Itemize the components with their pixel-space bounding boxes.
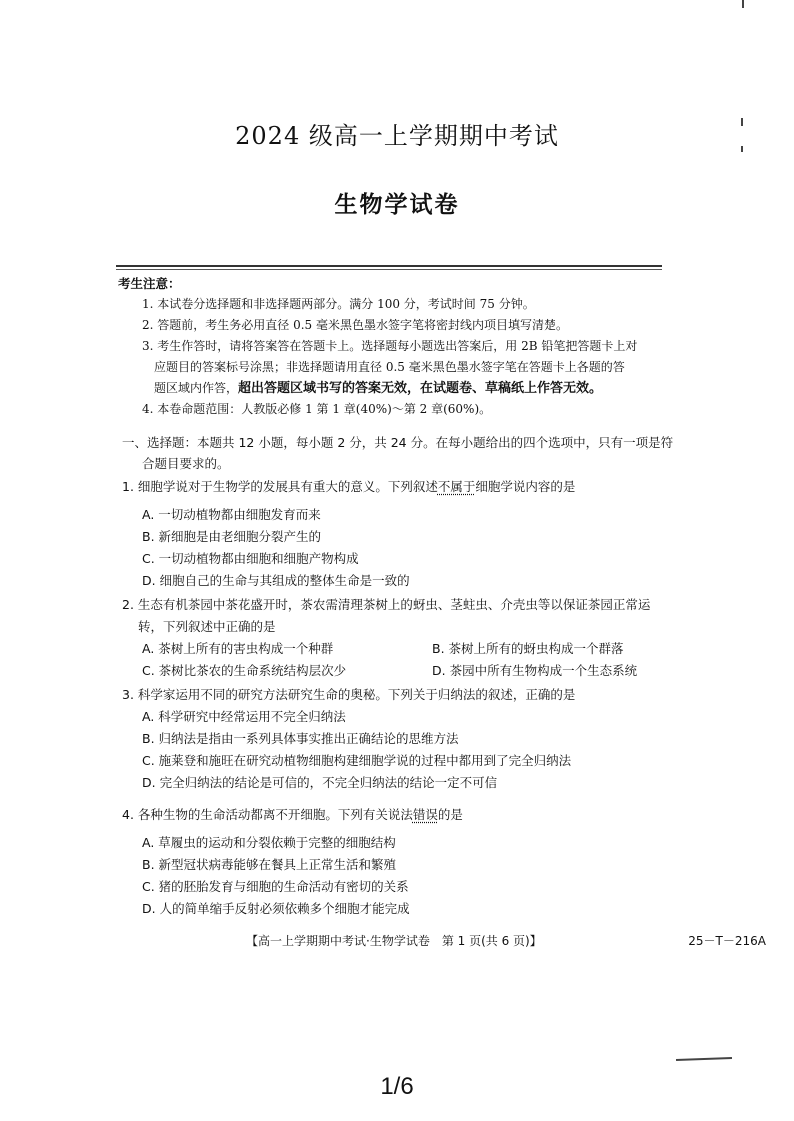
question-4-option-a: A. 草履虫的运动和分裂依赖于完整的细胞结构: [142, 835, 396, 850]
section-heading: [122, 432, 682, 474]
question-1-option-c: C. 一切动植物都由细胞和细胞产物构成: [142, 551, 359, 566]
notice-item-4: 4. 本卷命题范围：人教版必修 1 第 1 章(40%)～第 2 章(60%)。: [142, 402, 492, 416]
question-1: [122, 476, 702, 592]
notice-item-3: 3. 考生作答时，请将答案答在答题卡上。选择题每小题选出答案后，用 2B 铅笔把答题卡上对: [142, 339, 638, 353]
notice-item-3-cont: 应题目的答案标号涂黑；非选择题请用直径 0.5 毫米黑色墨水签字笔在答题卡上各题的答: [154, 360, 625, 374]
notice-item-3-emphasis: 超出答题区域书写的答案无效，在试题卷、草稿纸上作答无效。: [238, 381, 603, 396]
question-3-option-a: A. 科学研究中经常运用不完全归纳法: [142, 709, 346, 724]
notice-item-1: 1. 本试卷分选择题和非选择题两部分。满分 100 分，考试时间 75 分钟。: [142, 297, 535, 311]
section-heading-line-1: 一、选择题：本题共 12 小题，每小题 2 分，共 24 分。在每小题给出的四个选项中，只有一项是符: [122, 435, 674, 450]
question-3-option-b: B. 归纳法是指由一系列具体事实推出正确结论的思维方法: [142, 731, 459, 746]
question-4-stem-a: 4. 各种生物的生命活动都离不开细胞。下列有关说法: [122, 807, 413, 822]
notice-top-rule: [116, 265, 662, 267]
question-1-option-a: A. 一切动植物都由细胞发育而来: [142, 507, 321, 522]
question-3-stem: 3. 科学家运用不同的研究方法研究生命的奥秘。下列关于归纳法的叙述，正确的是: [122, 687, 576, 702]
footer-label: 【高一上学期期中考试·生物学试卷 第 1 页(共 6 页)】: [246, 934, 542, 948]
candidate-notice: [118, 273, 678, 420]
section-heading-line-2: 合题目要求的。: [142, 456, 230, 471]
page-footer: [246, 932, 766, 949]
notice-heading: 考生注意：: [118, 276, 181, 291]
question-4-option-b: B. 新型冠状病毒能够在餐具上正常生活和繁殖: [142, 857, 397, 872]
notice-item-3-cont-2: [118, 378, 678, 399]
question-2-option-b: B. 茶树上所有的蚜虫构成一个群落: [432, 641, 624, 656]
notice-top-rule-thin: [116, 269, 662, 270]
footer-code: 25－T－216A: [688, 934, 766, 948]
scan-mark-side-1: [741, 118, 743, 126]
question-2-option-d: D. 茶园中所有生物构成一个生态系统: [432, 663, 638, 678]
scan-mark-side-2: [741, 146, 743, 152]
question-4-stem: [122, 804, 702, 826]
scan-mark-top: [742, 0, 744, 8]
question-1-stem-a: 1. 细胞学说对于生物学的发展具有重大的意义。下列叙述: [122, 479, 438, 494]
question-4-option-c: C. 猪的胚胎发育与细胞的生命活动有密切的关系: [142, 879, 409, 894]
question-2-stem: 2. 生态有机茶园中茶花盛开时，茶农需清理茶树上的蚜虫、茎蛀虫、介壳虫等以保证茶园正常运: [122, 597, 651, 612]
question-1-option-d: D. 细胞自己的生命与其组成的整体生命是一致的: [142, 573, 410, 588]
question-3-option-d: D. 完全归纳法的结论是可信的，不完全归纳法的结论一定不可信: [142, 775, 498, 790]
question-4-stem-b: 的是: [437, 807, 463, 822]
question-1-option-b: B. 新细胞是由老细胞分裂产生的: [142, 529, 322, 544]
scan-mark-line: [676, 1057, 732, 1061]
exam-subtitle: 生物学试卷: [334, 192, 460, 218]
notice-item-3-tail: 题区域内作答，: [154, 381, 239, 395]
page-indicator: 1/6: [380, 1073, 414, 1100]
question-2-options-row-2: [122, 660, 702, 682]
question-2-option-c: C. 茶树比茶农的生命系统结构层次少: [142, 663, 347, 678]
question-2-stem-cont: 转，下列叙述中正确的是: [138, 619, 276, 634]
question-4: [122, 804, 702, 920]
question-3: [122, 684, 702, 794]
question-4-stem-emphasis: 错误: [412, 807, 438, 822]
question-1-stem-b: 细胞学说内容的是: [475, 479, 576, 494]
question-3-option-c: C. 施莱登和施旺在研究动植物细胞构建细胞学说的过程中都用到了完全归纳法: [142, 753, 572, 768]
question-1-stem-emphasis: 不属于: [437, 479, 476, 494]
question-2: [122, 594, 702, 682]
question-1-stem: [122, 476, 702, 498]
question-2-option-a: A. 茶树上所有的害虫构成一个种群: [142, 641, 334, 656]
question-2-options-row-1: [122, 638, 702, 660]
notice-item-2: 2. 答题前，考生务必用直径 0.5 毫米黑色墨水签字笔将密封线内项目填写清楚。: [142, 318, 568, 332]
exam-title: 2024 级高一上学期期中考试: [235, 122, 559, 150]
question-4-option-d: D. 人的简单缩手反射必须依赖多个细胞才能完成: [142, 901, 410, 916]
